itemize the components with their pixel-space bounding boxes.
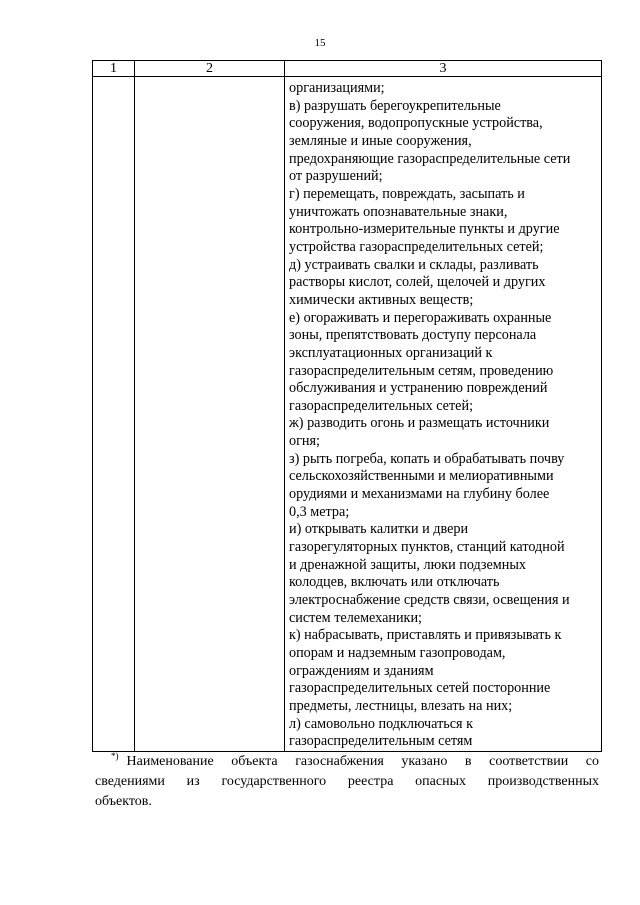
table-text-line: предметы, лестницы, влезать на них;: [289, 697, 513, 714]
table-text-line: сельскохозяйственными и мелиоративными: [289, 468, 554, 485]
table-text-line: з) рыть погреба, копать и обрабатывать почву: [289, 450, 565, 467]
page-number: 15: [314, 37, 326, 49]
column-header-1: 1: [93, 61, 135, 77]
table-text-line: организациями;: [289, 80, 385, 96]
table-text-line: орудиями и механизмами на глубину более: [289, 486, 550, 503]
table-text-line: огня;: [289, 433, 320, 450]
table-text-line: устройства газораспределительных сетей;: [289, 238, 544, 255]
table-text-line: и) открывать калитки и двери: [289, 521, 469, 538]
table-text-line: ж) разводить огонь и размещать источники: [289, 415, 550, 432]
table-text-line: и дренажной защиты, люки подземных: [289, 556, 526, 573]
table-text-line: в) разрушать берегоукрепительные: [289, 97, 501, 114]
table-text-line: газораспределительным сетям: [289, 733, 473, 750]
table-text-line: д) устраивать свалки и склады, разливать: [289, 256, 539, 273]
column-3-text: [285, 77, 601, 751]
table-text-line: обслуживания и устранению повреждений: [289, 380, 548, 397]
table-text-line: ограждениям и зданиям: [289, 662, 434, 679]
table-text-line: г) перемещать, повреждать, засыпать и: [289, 185, 525, 202]
table-text-line: предохраняющие газораспределительные сети: [289, 150, 571, 167]
table-text-line: контрольно-измерительные пункты и другие: [289, 221, 560, 238]
column-header-2: 2: [135, 61, 285, 77]
table-row: [93, 77, 602, 752]
table-text-line: газораспределительным сетям, проведению: [289, 362, 554, 379]
table-text-line: колодцев, включать или отключать: [289, 574, 500, 591]
column-header-3: 3: [285, 61, 602, 77]
column-1-cell: [93, 77, 135, 752]
requirements-table: [92, 60, 602, 752]
table-text-line: систем телемеханики;: [289, 609, 422, 626]
table-text-line: 0,3 метра;: [289, 503, 350, 520]
footnote-line: *) Наименование объекта газоснабжения указано в соответствии со: [111, 751, 599, 769]
table-text-line: зоны, препятствовать доступу персонала: [289, 327, 537, 344]
table-text-line: к) набрасывать, приставлять и привязывать к: [289, 627, 562, 644]
table-text-line: химически активных веществ;: [289, 291, 474, 308]
table-text-line: эксплуатационных организаций к: [289, 344, 493, 361]
table-text-line: от разрушений;: [289, 168, 383, 185]
footnote-line: объектов.: [95, 794, 152, 809]
table-text-line: газораспределительных сетей посторонние: [289, 680, 551, 697]
footnote-line: сведениями из государственного реестра опасных производственных: [95, 774, 599, 789]
table-text-line: сооружения, водопропускные устройства,: [289, 115, 543, 132]
table-text-line: уничтожать опознавательные знаки,: [289, 203, 508, 220]
table-text-line: газорегуляторных пунктов, станций катодной: [289, 539, 565, 556]
table-text-line: л) самовольно подключаться к: [289, 715, 474, 732]
column-3-cell: [285, 77, 602, 752]
table-text-line: земляные и иные сооружения,: [289, 132, 472, 149]
column-2-cell: [135, 77, 285, 752]
table-header-row: [93, 61, 602, 77]
footnote: [95, 752, 599, 812]
table-text-line: газораспределительных сетей;: [289, 397, 474, 414]
table-text-line: электроснабжение средств связи, освещения и: [289, 592, 570, 609]
table-text-line: растворы кислот, солей, щелочей и других: [289, 274, 546, 291]
table-text-line: опорам и надземным газопроводам,: [289, 645, 506, 661]
table-text-line: е) огораживать и перегораживать охранные: [289, 309, 552, 326]
footnote-mark: *): [111, 751, 119, 762]
